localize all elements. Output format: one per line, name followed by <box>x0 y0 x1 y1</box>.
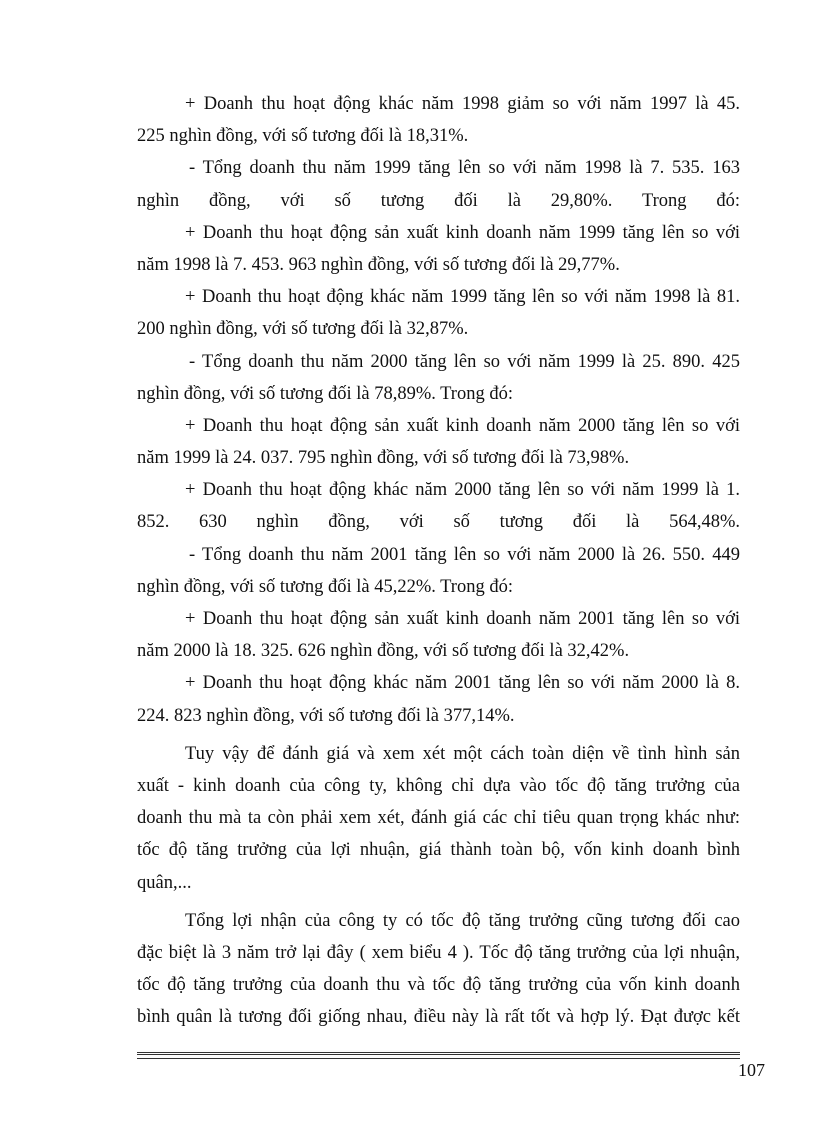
text-line: + Doanh thu hoạt động khác năm 1999 tăng lên so với năm 1998 là 81. <box>185 287 740 308</box>
text-line: + Doanh thu hoạt động khác năm 2001 tăng lên so với năm 2000 là 8. <box>185 673 740 694</box>
text-line: Tuy vậy để đánh giá và xem xét một cách toàn diện về tình hình sản <box>185 743 740 764</box>
document-body <box>137 88 740 1033</box>
text-line: năm 1999 là 24. 037. 795 nghìn đồng, với số tương đối là 73,98%. <box>137 448 630 469</box>
text-line: + Doanh thu hoạt động sản xuất kinh doanh năm 2000 tăng lên so với <box>185 415 740 436</box>
text-line: xuất - kinh doanh của công ty, không chỉ dựa vào tốc độ tăng trưởng của <box>137 775 740 796</box>
text-line: + Doanh thu hoạt động khác năm 1998 giảm so với năm 1997 là 45. <box>185 94 740 114</box>
text-line: bình quân là tương đối giống nhau, điều này là rất tốt và hợp lý. Đạt được kết <box>137 1007 740 1028</box>
text-line: nghìn đồng, với số tương đối là 45,22%. Trong đó: <box>137 576 513 597</box>
text-line: nghìn đồng, với số tương đối là 78,89%. Trong đó: <box>137 383 513 404</box>
page-number: 107 <box>738 1060 765 1080</box>
text-line: 225 nghìn đồng, với số tương đối là 18,31%. <box>137 126 469 147</box>
text-line: + Doanh thu hoạt động sản xuất kinh doanh năm 2001 tăng lên so với <box>185 609 740 629</box>
text-line: Tổng lợi nhận của công ty có tốc độ tăng trưởng cũng tương đối cao <box>185 910 740 931</box>
text-line: + Doanh thu hoạt động khác năm 2000 tăng lên so với năm 1999 là 1. <box>185 480 740 501</box>
text-line: năm 1998 là 7. 453. 963 nghìn đồng, với số tương đối là 29,77%. <box>137 254 620 275</box>
text-line: - Tổng doanh thu năm 1999 tăng lên so với năm 1998 là 7. 535. 163 <box>189 158 740 179</box>
text-line: - Tổng doanh thu năm 2000 tăng lên so với năm 1999 là 25. 890. 425 <box>189 351 740 372</box>
text-line: đặc biệt là 3 năm trở lại đây ( xem biểu 4 ). Tốc độ tăng trưởng của lợi nhuận, <box>137 942 740 963</box>
text-line: 852. 630 nghìn đồng, với số tương đối là 564,48%. <box>137 512 740 533</box>
text-line: 224. 823 nghìn đồng, với số tương đối là 377,14%. <box>137 705 515 726</box>
footer-divider <box>137 1052 740 1059</box>
text-line: nghìn đồng, với số tương đối là 29,80%. Trong đó: <box>137 190 740 211</box>
text-line: tốc độ tăng trưởng của lợi nhuận, giá thành toàn bộ, vốn kinh doanh bình <box>137 840 740 861</box>
text-line: + Doanh thu hoạt động sản xuất kinh doanh năm 1999 tăng lên so với <box>185 222 740 243</box>
text-line: - Tổng doanh thu năm 2001 tăng lên so với năm 2000 là 26. 550. 449 <box>189 544 740 565</box>
text-line: tốc độ tăng trưởng của doanh thu và tốc độ tăng trưởng của vốn kinh doanh <box>137 975 740 996</box>
text-line: năm 2000 là 18. 325. 626 nghìn đồng, với số tương đối là 32,42%. <box>137 641 630 662</box>
text-line: quân,... <box>137 872 192 893</box>
text-line: doanh thu mà ta còn phải xem xét, đánh giá các chỉ tiêu quan trọng khác như: <box>137 808 740 829</box>
text-line: 200 nghìn đồng, với số tương đối là 32,87%. <box>137 319 469 340</box>
